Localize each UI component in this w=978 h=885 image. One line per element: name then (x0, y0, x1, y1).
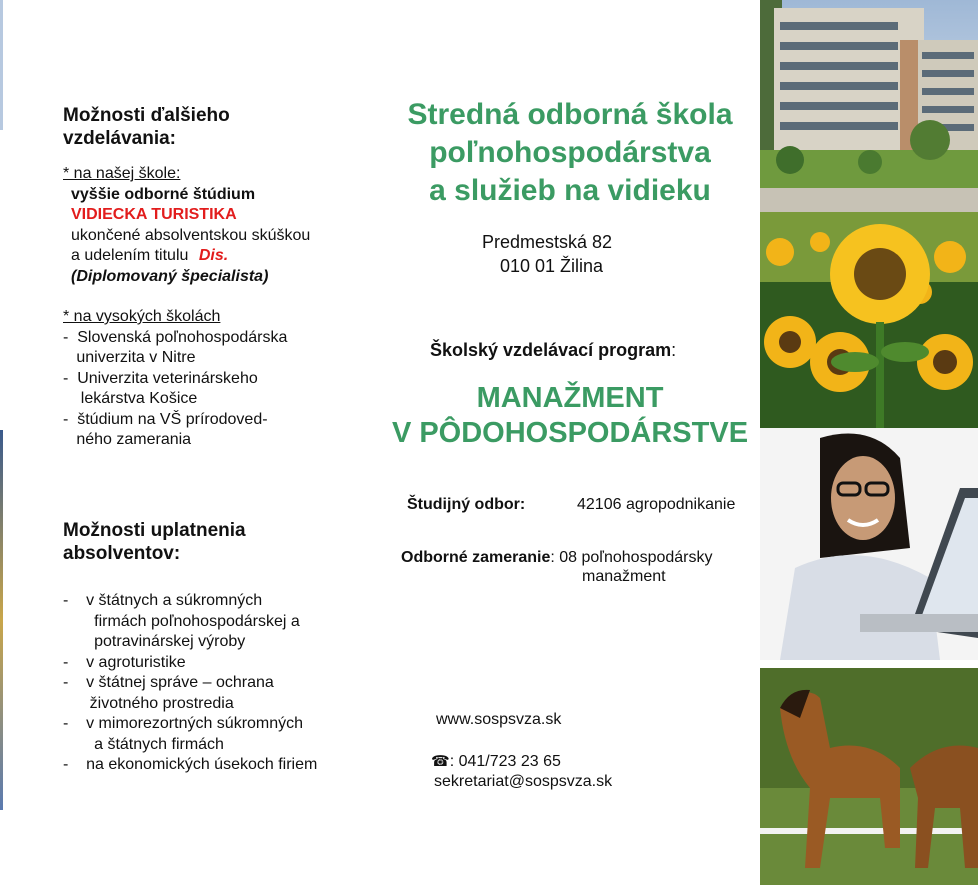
employment-section (63, 519, 363, 776)
employment-line: - v mimorezortných súkromných (63, 715, 304, 732)
school-name (370, 96, 770, 210)
horses-photo (760, 668, 978, 885)
university-line: univerzita v Nitre (63, 349, 196, 366)
website-link[interactable]: www.sospsvza.sk (436, 711, 562, 728)
our-school-label: * na našej škole: (63, 165, 181, 182)
address-street: Predmestská 82 (482, 232, 613, 252)
employment-line: potravinárskej výroby (63, 633, 246, 650)
school-name-line: Stredná odborná škola (407, 98, 733, 131)
employment-line: a štátnych firmách (63, 735, 224, 753)
university-line: lekárstva Košice (63, 390, 198, 407)
degree-abbreviation: Dis. (198, 247, 229, 264)
email-link[interactable]: sekretariat@sospsvza.sk (434, 773, 613, 790)
school-name-line: poľnohospodárstva (429, 136, 711, 169)
degree-line (63, 246, 363, 267)
left-edge-strip-top (0, 0, 3, 130)
focus-value: : 08 poľnohospodársky (550, 549, 713, 566)
focus-value-continued: manažment (582, 568, 666, 585)
field-label: Študijný odbor: (407, 496, 526, 513)
program-name-highlight: VIDIECKA TURISTIKA (71, 206, 237, 223)
school-building-photo (760, 0, 978, 212)
employment-line: - na ekonomických úsekoch firiem (63, 756, 318, 773)
higher-study-text: vyššie odborné štúdium (71, 185, 256, 203)
program-label: Školský vzdelávací program: (430, 340, 677, 360)
university-line: - štúdium na VŠ prírodoved- (63, 410, 268, 428)
field-value: 42106 agropodnikanie (577, 496, 736, 513)
program-title-line: MANAŽMENT (476, 382, 664, 414)
university-line: ného zamerania (63, 431, 192, 448)
university-line: - Univerzita veterinárskeho (63, 369, 258, 387)
telephone-icon: ☎ (431, 753, 450, 770)
degree-full-name: (Diplomovaný špecialista) (71, 267, 269, 285)
student-with-laptop-photo (760, 428, 978, 660)
degree-prefix: a udelením titulu (71, 247, 189, 264)
ended-by-text: ukončené absolventskou skúškou (71, 226, 311, 244)
focus-row (401, 547, 712, 568)
further-education-heading: Možnosti ďalšieho vzdelávania: (63, 105, 230, 149)
program-title (370, 381, 770, 451)
phone-number: : 041/723 23 65 (449, 753, 561, 770)
universities-label: * na vysokých školách (63, 308, 221, 325)
program-title-line: V PÔDOHOSPODÁRSTVE (391, 417, 749, 449)
address-city: 010 01 Žilina (500, 256, 604, 276)
employment-line: firmách poľnohospodárskej a (63, 612, 300, 630)
school-name-line: a služieb na vidieku (429, 174, 711, 207)
employment-heading: Možnosti uplatnenia absolventov: (63, 520, 246, 564)
left-edge-strip-bottom (0, 430, 3, 810)
employment-line: - v štátnej správe – ochrana (63, 674, 274, 691)
employment-line: - v štátnych a súkromných (63, 592, 263, 609)
university-line: - Slovenská poľnohospodárska (63, 328, 288, 346)
focus-label: Odborné zameranie (401, 549, 551, 566)
sunflower-field-photo (760, 212, 978, 428)
school-address (482, 230, 612, 278)
further-education-section (63, 104, 363, 451)
employment-line: životného prostredia (63, 694, 234, 712)
phone-row (431, 752, 561, 771)
employment-line: - v agroturistike (63, 653, 186, 671)
